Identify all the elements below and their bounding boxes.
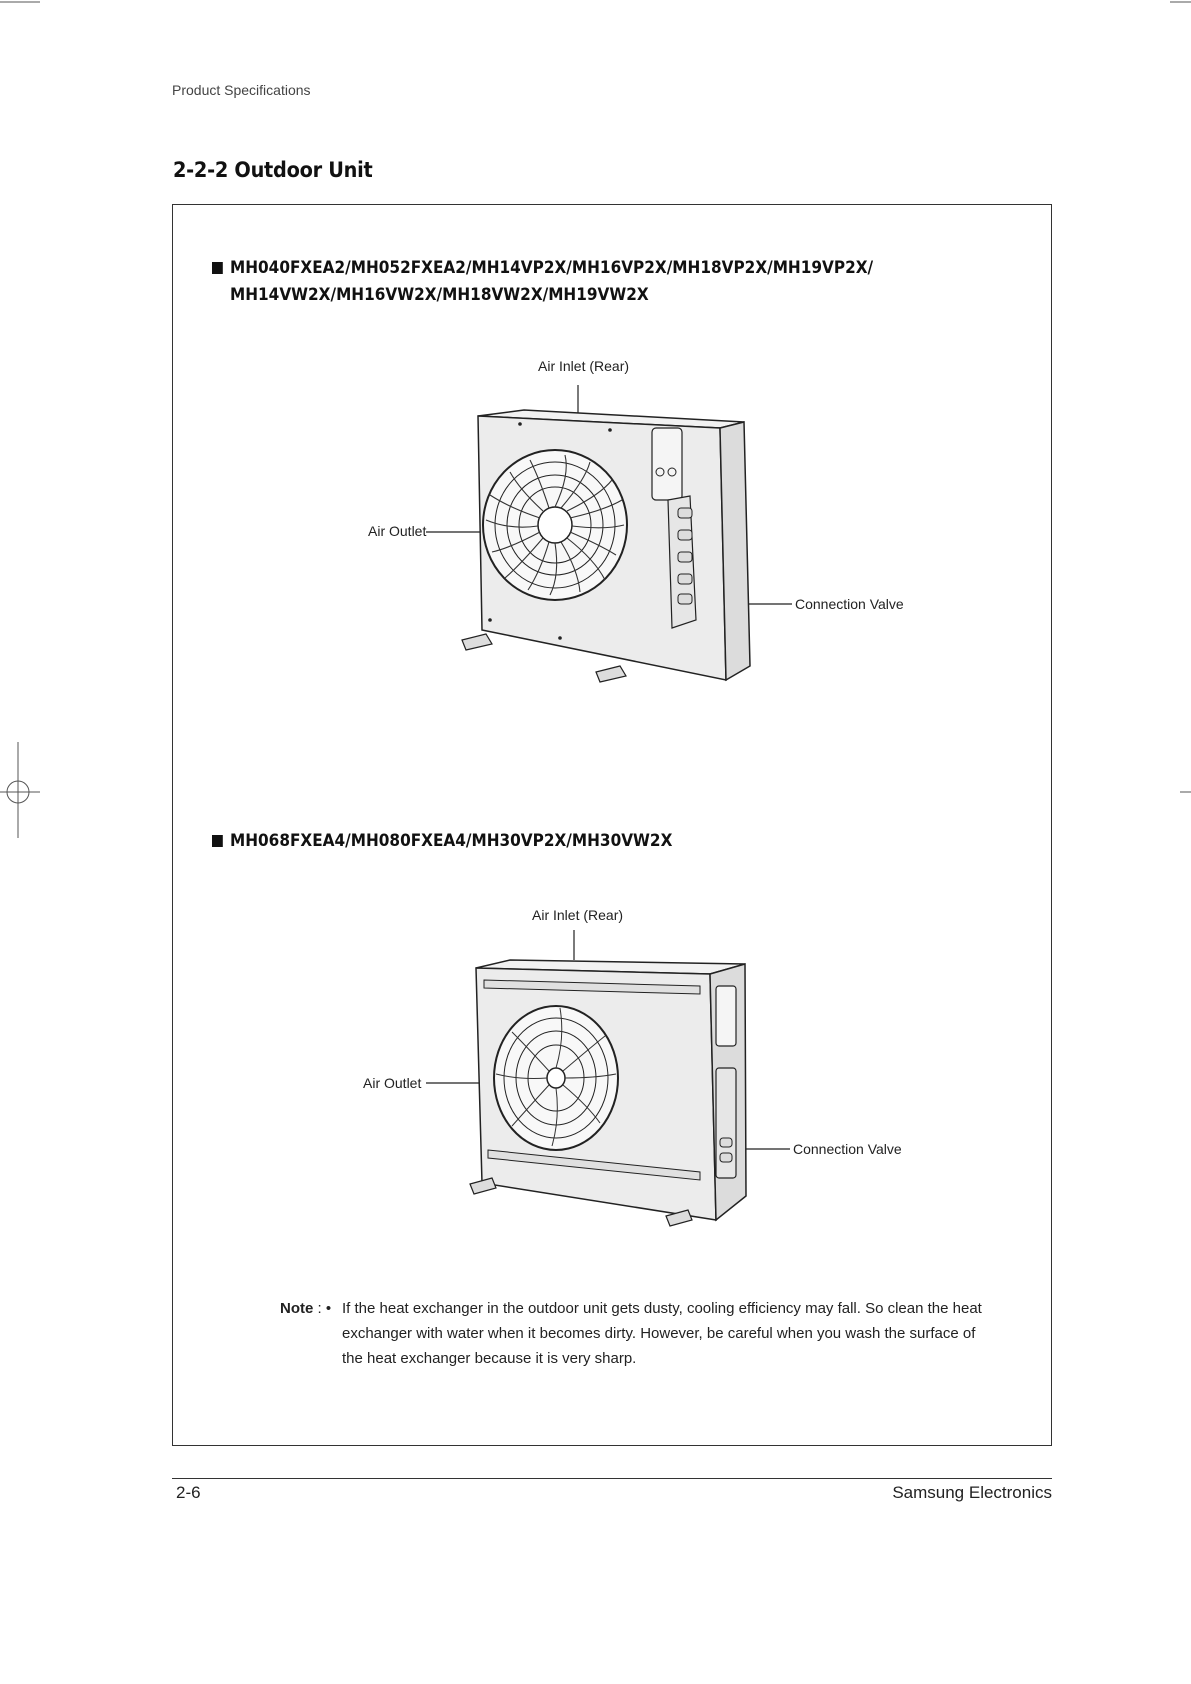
- unit-a-connection-valve-label: Connection Valve: [795, 596, 904, 612]
- fan-grille-icon: [483, 450, 627, 600]
- footer-rule: [172, 1478, 1052, 1479]
- square-bullet-icon: [212, 835, 223, 847]
- unit-b-models: MH068FXEA4/MH080FXEA4/MH30VP2X/MH30VW2X: [230, 831, 673, 851]
- square-bullet-icon: [212, 262, 223, 274]
- connection-valve-icon: [668, 496, 696, 628]
- outdoor-unit-b-illustration: [360, 928, 840, 1228]
- outdoor-unit-a-illustration: [360, 380, 840, 690]
- note-label: Note: [280, 1300, 314, 1317]
- note-bullet: •: [325, 1300, 332, 1317]
- unit-b-air-outlet-label: Air Outlet: [363, 1075, 422, 1091]
- note-separator: :: [317, 1300, 322, 1317]
- fan-grille-icon: [494, 1006, 618, 1150]
- unit-b-connection-valve-label: Connection Valve: [793, 1141, 902, 1157]
- unit-a-models-line2: MH14VW2X/MH16VW2X/MH18VW2X/MH19VW2X: [230, 285, 649, 305]
- unit-b-model-heading: [212, 828, 672, 855]
- note-text: If the heat exchanger in the outdoor unit gets dusty, cooling efficiency may fall. So clean the heat exchanger with water when it becomes dirty. However, be careful when you wash the surface of the heat exchanger because it is very sharp.: [342, 1300, 982, 1367]
- unit-a-air-inlet-label: Air Inlet (Rear): [538, 358, 630, 374]
- unit-a-air-outlet-label: Air Outlet: [368, 523, 427, 539]
- running-header: Product Specifications: [172, 82, 311, 98]
- company-name: Samsung Electronics: [892, 1483, 1052, 1502]
- note-block: [280, 1296, 982, 1371]
- page-number: 2-6: [176, 1483, 201, 1502]
- unit-b-air-inlet-label: Air Inlet (Rear): [532, 907, 624, 923]
- section-title: 2-2-2 Outdoor Unit: [173, 158, 373, 182]
- unit-a-models-line1: MH040FXEA2/MH052FXEA2/MH14VP2X/MH16VP2X/MH18VP2X/MH19VP2X/: [230, 258, 874, 278]
- unit-a-model-heading: [212, 255, 873, 309]
